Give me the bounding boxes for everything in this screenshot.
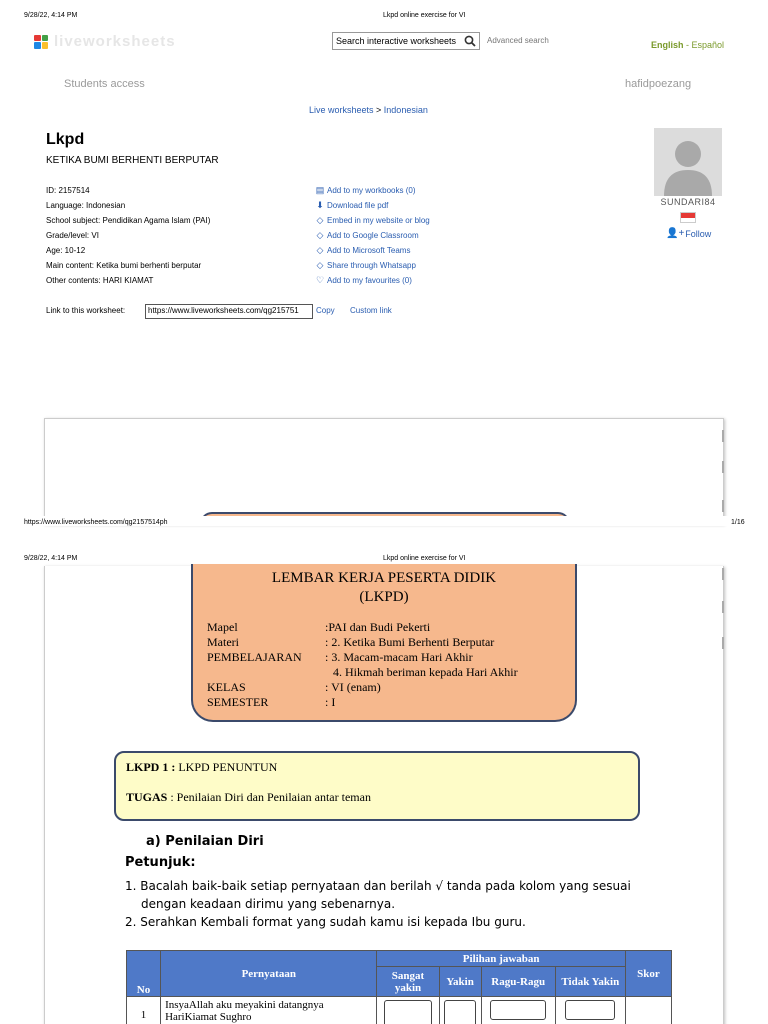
breadcrumb-separator: >	[373, 105, 384, 115]
scroll-tick	[722, 568, 724, 580]
lkpd-val-kelas: : VI (enam)	[325, 680, 381, 694]
lkpd-key-mapel: Mapel	[207, 620, 238, 634]
row-no: 1	[127, 997, 161, 1024]
instructions-list	[125, 877, 631, 931]
indonesia-flag-icon	[680, 212, 696, 223]
search-label: Search interactive worksheets	[336, 36, 457, 46]
scroll-tick	[722, 461, 724, 473]
students-access-link[interactable]: Students access	[64, 78, 145, 90]
logo-icon	[34, 35, 48, 49]
instruction-item-1: 1. Bacalah baik-baik setiap pernyataan dan berilah √ tanda pada kolom yang sesuai	[125, 879, 631, 893]
action-label: Add to Google Classroom	[327, 231, 419, 240]
author-name[interactable]: SUNDARI84	[660, 197, 716, 207]
lkpd-key-pembelajaran: PEMBELAJARAN	[207, 650, 302, 664]
action-whatsapp[interactable]	[315, 258, 430, 273]
answer-box-ragu-ragu[interactable]	[490, 1000, 546, 1020]
search-input[interactable]	[332, 32, 480, 50]
embed-icon: ◇	[316, 215, 324, 225]
row-statement: InsyaAllah aku meyakini datangnya HariKiamat Sughro	[161, 997, 377, 1024]
lkpd-key-blank	[207, 665, 333, 680]
instruction-item-2: 2. Serahkan Kembali format yang sudah kamu isi kepada Ibu guru.	[125, 915, 526, 929]
assessment-table	[126, 950, 672, 1024]
task-tugas-label: TUGAS	[126, 790, 168, 804]
lang-separator: -	[683, 40, 692, 50]
table-row	[127, 997, 672, 1024]
print-datetime: 9/28/22, 4:14 PM	[24, 12, 78, 19]
task-tugas-value: : Penilaian Diri dan Penilaian antar teman	[167, 790, 371, 804]
col-pernyataan: Pernyataan	[161, 951, 377, 997]
action-label: Add to my workbooks (0)	[327, 186, 416, 195]
print-title-2: Lkpd online exercise for VI	[383, 555, 466, 562]
opt-yakin: Yakin	[439, 967, 481, 997]
username-link[interactable]: hafidpoezang	[625, 78, 692, 90]
custom-link-button[interactable]: Custom link	[350, 306, 392, 315]
meta-main-content: Main content: Ketika bumi berhenti berputar	[46, 261, 202, 270]
action-google-classroom[interactable]	[315, 228, 430, 243]
google-classroom-icon: ◇	[316, 230, 324, 240]
follow-button[interactable]	[666, 228, 711, 239]
print-datetime-2: 9/28/22, 4:14 PM	[24, 555, 78, 562]
scroll-tick	[722, 430, 724, 442]
worksheet-preview-top	[44, 418, 724, 524]
scroll-tick	[722, 500, 724, 512]
site-logo[interactable]	[34, 33, 176, 50]
answer-box-tidak-yakin[interactable]	[565, 1000, 615, 1020]
meta-subject: School subject: Pendidikan Agama Islam (PAI)	[46, 216, 211, 225]
lkpd-val-mapel: :PAI dan Budi Pekerti	[325, 620, 431, 634]
action-label: Add to my favourites (0)	[327, 276, 412, 285]
lkpd-title-line1: LEMBAR KERJA PESERTA DIDIK	[271, 570, 497, 586]
worksheet-meta	[46, 183, 210, 288]
lang-espanol-link[interactable]: Español	[691, 40, 725, 50]
meta-id: ID: 2157514	[46, 186, 90, 195]
meta-language: Language: Indonesian	[46, 201, 126, 210]
download-icon: ⬇	[316, 200, 324, 210]
logo-text: liveworksheets	[54, 33, 176, 50]
worksheet-link-label: Link to this worksheet:	[46, 306, 126, 315]
answer-box-yakin[interactable]	[444, 1000, 476, 1024]
action-microsoft-teams[interactable]	[315, 243, 430, 258]
lkpd-val-semester: : I	[325, 695, 336, 709]
lkpd-details	[207, 620, 518, 710]
workbook-icon: ▤	[315, 185, 325, 195]
opt-ragu-ragu: Ragu-Ragu	[481, 967, 555, 997]
answer-box-sangat-yakin[interactable]	[384, 1000, 432, 1024]
lkpd-key-kelas: KELAS	[207, 680, 246, 694]
copy-link-button[interactable]: Copy	[316, 306, 335, 315]
task-card	[114, 751, 640, 821]
lkpd-val-hikmah: 4. Hikmah beriman kepada Hari Akhir	[333, 665, 518, 679]
worksheet-actions	[315, 183, 430, 288]
action-embed[interactable]	[315, 213, 430, 228]
user-plus-icon: 👤+	[666, 228, 685, 239]
scroll-tick	[722, 637, 724, 649]
instruction-item-1-cont: dengan keadaan dirimu yang sebenarnya.	[141, 897, 396, 911]
breadcrumb-indonesian[interactable]: Indonesian	[383, 105, 428, 115]
section-heading: a) Penilaian Diri	[146, 834, 264, 849]
microsoft-teams-icon: ◇	[316, 245, 324, 255]
search-icon[interactable]	[464, 35, 476, 47]
meta-age: Age: 10-12	[46, 246, 86, 255]
col-pilihan: Pilihan jawaban	[377, 951, 625, 967]
worksheet-title: Lkpd	[46, 131, 85, 148]
action-favourites[interactable]	[315, 273, 430, 288]
meta-grade: Grade/level: VI	[46, 231, 99, 240]
meta-other-contents: Other contents: HARI KIAMAT	[46, 276, 154, 285]
breadcrumb	[309, 105, 428, 115]
instructions-heading: Petunjuk:	[125, 855, 196, 870]
task-lkpd-value: LKPD PENUNTUN	[175, 760, 278, 774]
task-line-1	[126, 760, 277, 775]
lang-english-link[interactable]: English	[651, 40, 684, 50]
language-switch	[651, 35, 724, 53]
lkpd-val-pembelajaran: : 3. Macam-macam Hari Akhir	[325, 650, 473, 664]
col-no: No	[127, 951, 161, 997]
action-label: Share through Whatsapp	[327, 261, 416, 270]
row-score	[625, 997, 671, 1024]
worksheet-subtitle: KETIKA BUMI BERHENTI BERPUTAR	[46, 155, 219, 166]
lkpd-key-materi: Materi	[207, 635, 239, 649]
print-footer-page: 1/16	[731, 519, 745, 526]
task-line-2	[126, 790, 371, 805]
scroll-tick	[722, 601, 724, 613]
action-download-pdf[interactable]	[315, 198, 430, 213]
advanced-search-link[interactable]: Advanced search	[487, 36, 549, 45]
task-lkpd-label: LKPD 1 :	[126, 760, 176, 774]
lkpd-title-line2: (LKPD)	[359, 589, 409, 605]
lkpd-val-materi: : 2. Ketika Bumi Berhenti Berputar	[325, 635, 495, 649]
lkpd-key-semester: SEMESTER	[207, 695, 269, 709]
follow-label: Follow	[685, 228, 712, 239]
action-add-workbook[interactable]	[315, 183, 430, 198]
author-avatar[interactable]	[654, 128, 722, 196]
col-skor: Skor	[625, 951, 671, 997]
worksheet-link-input[interactable]: https://www.liveworksheets.com/qg215751	[145, 304, 313, 319]
whatsapp-icon: ◇	[316, 260, 324, 270]
action-label: Add to Microsoft Teams	[327, 246, 411, 255]
heart-icon: ♡	[315, 275, 325, 285]
action-label: Embed in my website or blog	[327, 216, 430, 225]
breadcrumb-live-worksheets[interactable]: Live worksheets	[309, 105, 374, 115]
print-title: Lkpd online exercise for VI	[383, 12, 466, 19]
action-label: Download file pdf	[327, 201, 389, 210]
opt-sangat-yakin: Sangat yakin	[377, 967, 439, 997]
opt-tidak-yakin: Tidak Yakin	[555, 967, 625, 997]
lkpd-info-card	[191, 564, 577, 722]
print-footer-url: https://www.liveworksheets.com/qg2157514ph	[24, 519, 168, 526]
